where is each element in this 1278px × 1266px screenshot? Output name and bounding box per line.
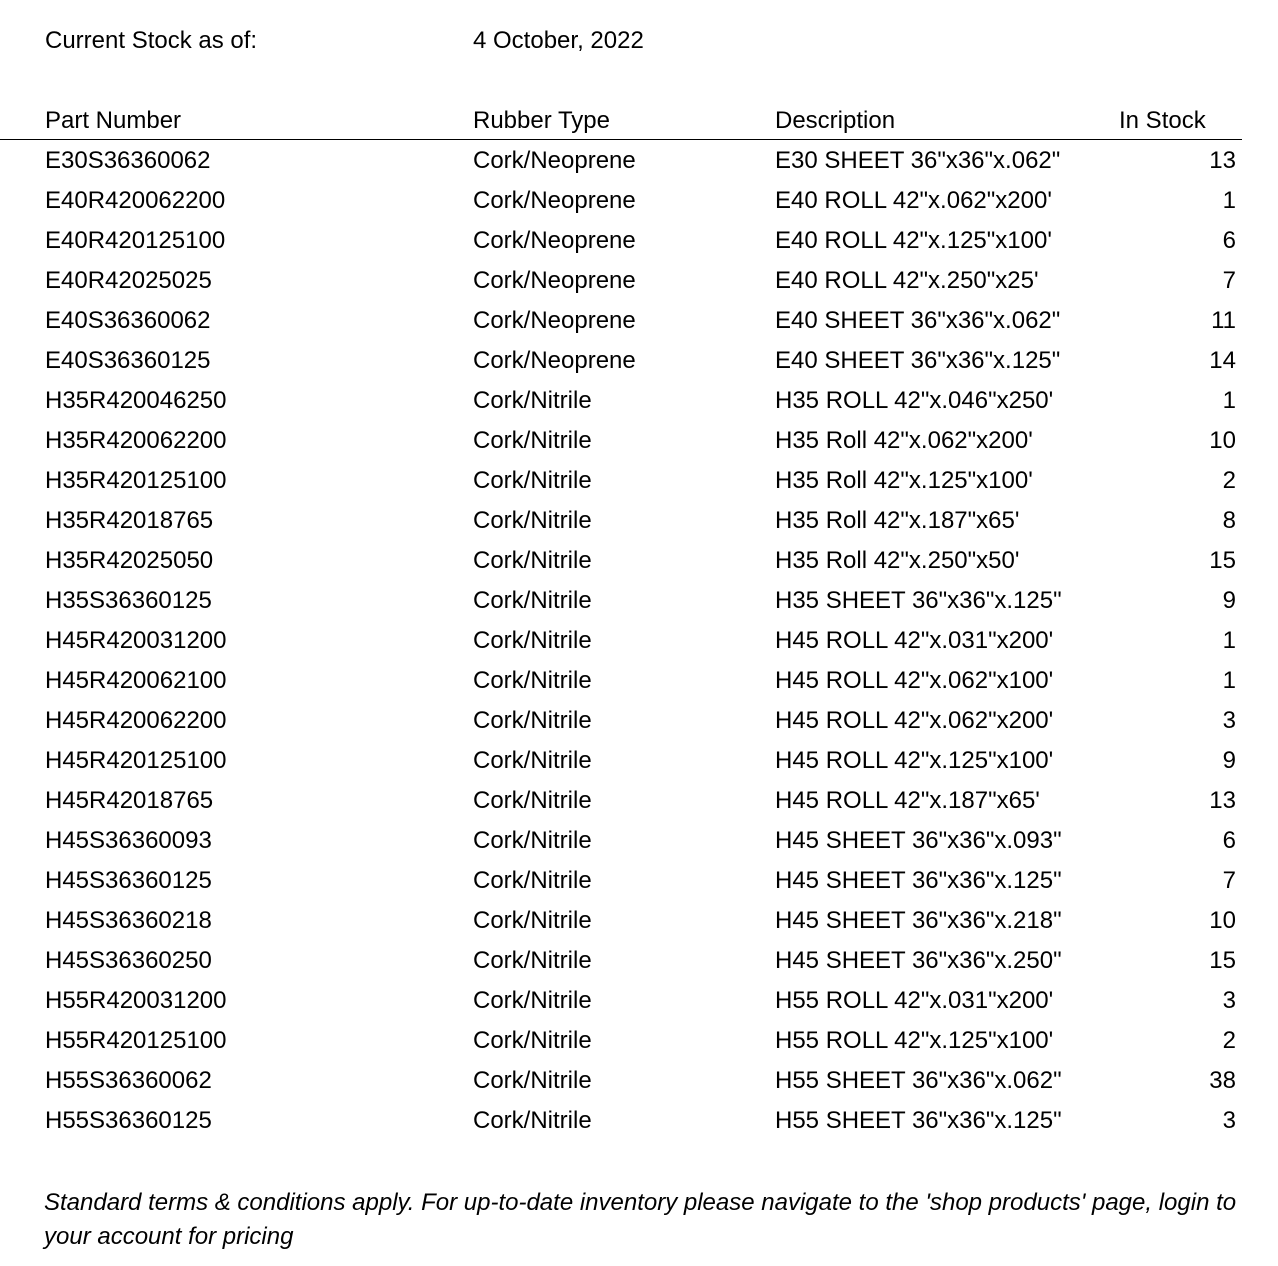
in-stock-cell: 11	[1211, 307, 1236, 334]
description-cell: H45 ROLL 42"x.062"x100'	[775, 667, 1054, 694]
rubber-type-cell: Cork/Nitrile	[473, 507, 592, 534]
table-row	[0, 264, 1278, 304]
stock-table-body	[0, 144, 1278, 1144]
table-row	[0, 144, 1278, 184]
in-stock-cell: 1	[1222, 387, 1236, 414]
in-stock-cell: 8	[1222, 507, 1236, 534]
part-number-cell: E40S36360062	[45, 307, 211, 334]
table-row	[0, 664, 1278, 704]
rubber-type-cell: Cork/Nitrile	[473, 547, 592, 574]
rubber-type-cell: Cork/Nitrile	[473, 707, 592, 734]
rubber-type-cell: Cork/Neoprene	[473, 347, 636, 374]
part-number-cell: H45S36360250	[45, 947, 212, 974]
description-cell: H45 SHEET 36"x36"x.125"	[775, 867, 1062, 894]
table-row	[0, 544, 1278, 584]
stock-date-value: 4 October, 2022	[473, 27, 644, 54]
description-cell: H55 SHEET 36"x36"x.125"	[775, 1107, 1062, 1134]
table-row	[0, 824, 1278, 864]
rubber-type-cell: Cork/Nitrile	[473, 907, 592, 934]
in-stock-cell: 15	[1209, 547, 1236, 574]
table-row	[0, 344, 1278, 384]
description-cell: H35 Roll 42"x.250"x50'	[775, 547, 1020, 574]
rubber-type-cell: Cork/Nitrile	[473, 787, 592, 814]
rubber-type-cell: Cork/Nitrile	[473, 427, 592, 454]
description-cell: H35 Roll 42"x.125"x100'	[775, 467, 1033, 494]
part-number-cell: E30S36360062	[45, 147, 211, 174]
rubber-type-cell: Cork/Nitrile	[473, 1027, 592, 1054]
part-number-cell: H55R420125100	[45, 1027, 227, 1054]
rubber-type-cell: Cork/Nitrile	[473, 1107, 592, 1134]
in-stock-cell: 2	[1222, 467, 1236, 494]
part-number-cell: H35S36360125	[45, 587, 212, 614]
table-row	[0, 624, 1278, 664]
part-number-cell: H45R420062200	[45, 707, 227, 734]
table-row	[0, 1064, 1278, 1104]
part-number-cell: H35R42018765	[45, 507, 214, 534]
in-stock-cell: 3	[1222, 707, 1236, 734]
part-number-cell: H55S36360062	[45, 1067, 212, 1094]
part-number-cell: H45S36360218	[45, 907, 212, 934]
table-row	[0, 1024, 1278, 1064]
table-row	[0, 904, 1278, 944]
table-row	[0, 184, 1278, 224]
in-stock-cell: 1	[1222, 187, 1236, 214]
table-row	[0, 984, 1278, 1024]
column-header-in-stock: In Stock	[1119, 107, 1206, 134]
part-number-cell: H45R420031200	[45, 627, 227, 654]
table-row	[0, 384, 1278, 424]
table-row	[0, 784, 1278, 824]
column-header-part-number: Part Number	[45, 107, 182, 134]
in-stock-cell: 13	[1209, 787, 1236, 814]
in-stock-cell: 7	[1222, 867, 1236, 894]
table-row	[0, 504, 1278, 544]
in-stock-cell: 13	[1209, 147, 1236, 174]
column-header-description: Description	[775, 107, 896, 134]
in-stock-cell: 1	[1222, 667, 1236, 694]
description-cell: H35 Roll 42"x.062"x200'	[775, 427, 1033, 454]
description-cell: H45 SHEET 36"x36"x.093"	[775, 827, 1062, 854]
description-cell: H35 SHEET 36"x36"x.125"	[775, 587, 1062, 614]
rubber-type-cell: Cork/Neoprene	[473, 267, 636, 294]
description-cell: E40 SHEET 36"x36"x.062"	[775, 307, 1061, 334]
in-stock-cell: 10	[1209, 907, 1236, 934]
part-number-cell: E40R420062200	[45, 187, 226, 214]
description-cell: E40 ROLL 42"x.125"x100'	[775, 227, 1052, 254]
part-number-cell: E40R42025025	[45, 267, 212, 294]
part-number-cell: H45R420125100	[45, 747, 227, 774]
in-stock-cell: 9	[1222, 747, 1236, 774]
part-number-cell: E40R420125100	[45, 227, 226, 254]
description-cell: H55 SHEET 36"x36"x.062"	[775, 1067, 1062, 1094]
rubber-type-cell: Cork/Neoprene	[473, 307, 636, 334]
part-number-cell: H35R42025050	[45, 547, 214, 574]
in-stock-cell: 6	[1222, 227, 1236, 254]
table-row	[0, 584, 1278, 624]
description-cell: H35 ROLL 42"x.046"x250'	[775, 387, 1054, 414]
part-number-cell: H45S36360093	[45, 827, 212, 854]
description-cell: E40 ROLL 42"x.062"x200'	[775, 187, 1052, 214]
table-row	[0, 1104, 1278, 1144]
in-stock-cell: 6	[1222, 827, 1236, 854]
stock-date-label: Current Stock as of:	[45, 27, 258, 54]
description-cell: H45 SHEET 36"x36"x.250"	[775, 947, 1062, 974]
in-stock-cell: 10	[1209, 427, 1236, 454]
table-row	[0, 864, 1278, 904]
description-cell: H35 Roll 42"x.187"x65'	[775, 507, 1020, 534]
rubber-type-cell: Cork/Nitrile	[473, 1067, 592, 1094]
rubber-type-cell: Cork/Nitrile	[473, 867, 592, 894]
rubber-type-cell: Cork/Neoprene	[473, 227, 636, 254]
header-divider	[0, 139, 1242, 140]
in-stock-cell: 15	[1209, 947, 1236, 974]
rubber-type-cell: Cork/Nitrile	[473, 747, 592, 774]
part-number-cell: E40S36360125	[45, 347, 211, 374]
table-row	[0, 304, 1278, 344]
part-number-cell: H35R420125100	[45, 467, 227, 494]
rubber-type-cell: Cork/Nitrile	[473, 827, 592, 854]
in-stock-cell: 38	[1209, 1067, 1236, 1094]
description-cell: H45 ROLL 42"x.125"x100'	[775, 747, 1054, 774]
table-row	[0, 424, 1278, 464]
in-stock-cell: 9	[1222, 587, 1236, 614]
rubber-type-cell: Cork/Nitrile	[473, 987, 592, 1014]
part-number-cell: H55S36360125	[45, 1107, 212, 1134]
description-cell: H55 ROLL 42"x.125"x100'	[775, 1027, 1054, 1054]
table-row	[0, 464, 1278, 504]
description-cell: H45 ROLL 42"x.062"x200'	[775, 707, 1054, 734]
description-cell: H45 ROLL 42"x.187"x65'	[775, 787, 1040, 814]
in-stock-cell: 3	[1222, 987, 1236, 1014]
footer-note: Standard terms & conditions apply. For up-to-date inventory please navigate to the 'shop products' page, login to your account for pricing	[44, 1189, 1237, 1250]
part-number-cell: H55R420031200	[45, 987, 227, 1014]
rubber-type-cell: Cork/Nitrile	[473, 667, 592, 694]
table-row	[0, 744, 1278, 784]
description-cell: E40 SHEET 36"x36"x.125"	[775, 347, 1061, 374]
table-row	[0, 944, 1278, 984]
rubber-type-cell: Cork/Nitrile	[473, 387, 592, 414]
table-row	[0, 224, 1278, 264]
rubber-type-cell: Cork/Neoprene	[473, 147, 636, 174]
in-stock-cell: 14	[1209, 347, 1236, 374]
rubber-type-cell: Cork/Nitrile	[473, 467, 592, 494]
part-number-cell: H45R42018765	[45, 787, 214, 814]
in-stock-cell: 2	[1222, 1027, 1236, 1054]
column-header-rubber-type: Rubber Type	[473, 107, 610, 134]
part-number-cell: H45R420062100	[45, 667, 227, 694]
description-cell: H55 ROLL 42"x.031"x200'	[775, 987, 1054, 1014]
description-cell: E30 SHEET 36"x36"x.062"	[775, 147, 1061, 174]
rubber-type-cell: Cork/Nitrile	[473, 587, 592, 614]
in-stock-cell: 3	[1222, 1107, 1236, 1134]
description-cell: H45 SHEET 36"x36"x.218"	[775, 907, 1062, 934]
rubber-type-cell: Cork/Nitrile	[473, 627, 592, 654]
rubber-type-cell: Cork/Nitrile	[473, 947, 592, 974]
part-number-cell: H45S36360125	[45, 867, 212, 894]
part-number-cell: H35R420062200	[45, 427, 227, 454]
in-stock-cell: 7	[1222, 267, 1236, 294]
part-number-cell: H35R420046250	[45, 387, 227, 414]
in-stock-cell: 1	[1222, 627, 1236, 654]
description-cell: H45 ROLL 42"x.031"x200'	[775, 627, 1054, 654]
description-cell: E40 ROLL 42"x.250"x25'	[775, 267, 1039, 294]
rubber-type-cell: Cork/Neoprene	[473, 187, 636, 214]
table-row	[0, 704, 1278, 744]
